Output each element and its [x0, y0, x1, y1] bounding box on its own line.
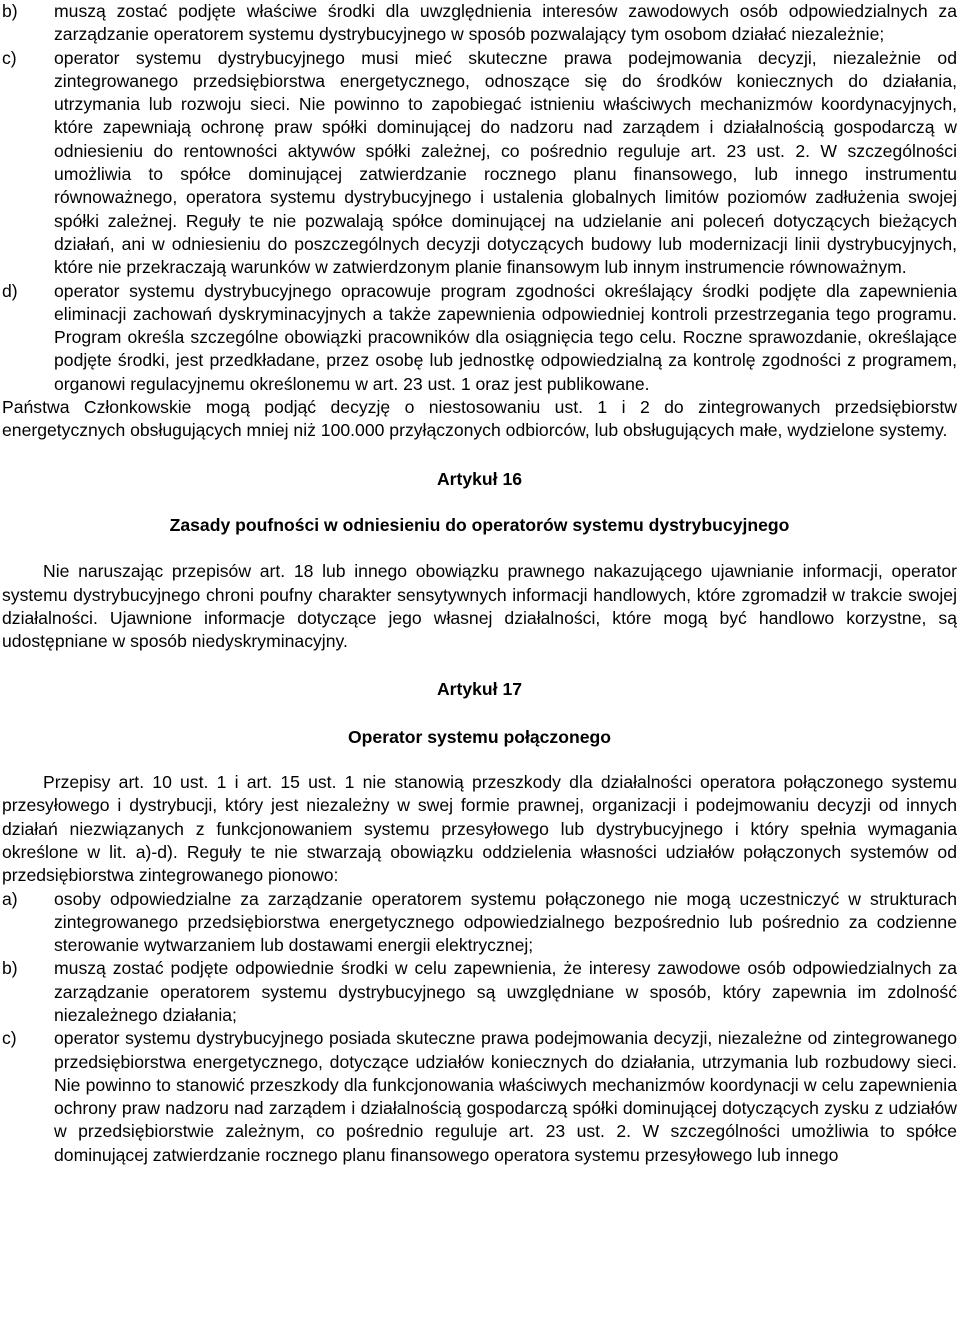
- list-item: [2, 1027, 957, 1167]
- article-17-body: Przepisy art. 10 ust. 1 i art. 15 ust. 1 nie stanowią przeszkody dla działalności operatora połączonego systemu przesyłowego i dystrybucji, który jest niezależny w swej formie prawnej, organizacji i podejmowaniu decyzji od innych działań niezwiązanych z funkcjonowaniem systemu przesyłowego lub dystrybucyjnego i który spełnia wymagania określone w lit. a)-d). Reguły te nie stwarzają obowiązku oddzielenia własności udziałów połączonych systemów od przedsiębiorstwa zintegrowanego pionowo:: [2, 772, 957, 886]
- list-item-text: osoby odpowiedzialne za zarządzanie operatorem systemu połączonego nie mogą uczestniczyć w strukturach zintegrowanego przedsiębiorstwa energetycznego odpowiedzialnego bezpośrednio lub pośrednio za codzienne sterowanie wytwarzaniem lub dostawami energii elektrycznej;: [54, 888, 957, 956]
- member-states-paragraph: Państwa Członkowskie mogą podjąć decyzję o niestosowaniu ust. 1 i 2 do zintegrowanych przedsiębiorstw energetycznych obsługujących mniej niż 100.000 przyłączonych odbiorców, lub obsługujących małe, wydzielone systemy.: [2, 397, 957, 441]
- list-item: [2, 957, 957, 1027]
- list-article-17: [2, 888, 957, 1168]
- list-item-label: b): [2, 1, 18, 21]
- list-item-text: operator systemu dystrybucyjnego musi mieć skuteczne prawa podejmowania decyzji, niezależnie od zintegrowanego przedsiębiorstwa energetycznego, odnoszące się do środków koniecznych do działania, utrzymania lub rozwoju sieci. Nie powinno to zapobiegać istnieniu właściwych mechanizmów koordynacyjnych, które zapewniają ochronę praw spółki dominującej do nadzoru nad zarządem i działalnością gospodarczą w odniesieniu do rentowności aktywów spółki zależnej, co pośrednio reguluje art. 23 ust. 2. W szczególności umożliwia to spółce dominującej zatwierdzanie rocznego planu finansowego, lub innego instrumentu równoważnego, operatora systemu dystrybucyjnego i ustalenia globalnych limitów poziomów zadłużenia swojej spółki zależnej. Reguły te nie pozwalają spółce dominującej na udzielanie ani poleceń dotyczących bieżących działań, ani w odniesieniu do poszczególnych decyzji dotyczących budowy lub modernizacji linii dystrybucyjnych, które nie przekraczają warunków w zatwierdzonym planie finansowym lub innym instrumencie równoważnym.: [54, 47, 957, 278]
- list-item-text: operator systemu dystrybucyjnego opracowuje program zgodności określający środki podjęte dla zapewnienia eliminacji zachowań dyskryminacyjnych a także zapewnienia odpowiedniej kontroli przestrzegania tego programu. Program określa szczególne obowiązki pracowników dla osiągnięcia tego celu. Roczne sprawozdanie, określające podjęte środki, jest przedkładane, przez osobę lub jednostkę odpowiedzialną za kontrolę zgodności z programem, organowi regulacyjnemu określonemu w art. 23 ust. 1 oraz jest publikowane.: [54, 280, 957, 394]
- list-item-label: c): [2, 1028, 17, 1049]
- article-16-title: Zasady poufności w odniesieniu do operatorów systemu dystrybucyjnego: [169, 514, 790, 535]
- list-top: [2, 0, 957, 396]
- list-item-label: b): [2, 958, 18, 979]
- article-17-number: Artykuł 17: [436, 679, 523, 700]
- article-17-title: Operator systemu połączonego: [348, 726, 611, 747]
- list-item-text: muszą zostać podjęte właściwe środki dla uwzględnienia interesów zawodowych osób odpowiedzialnych za zarządzanie operatorem systemu dystrybucyjnego w sposób pozwalający tym osobom działać niezależnie;: [54, 1, 957, 45]
- list-item-label: a): [2, 888, 18, 909]
- list-item-text: muszą zostać podjęte odpowiednie środki w celu zapewnienia, że interesy zawodowe osób odpowiedzialnych za zarządzanie operatorem systemu dystrybucyjnego są uwzględniane w sposób, który zapewnia im zdolność niezależnego działania;: [54, 958, 957, 1025]
- list-item-text: operator systemu dystrybucyjnego posiada skuteczne prawa podejmowania decyzji, niezależne od zintegrowanego przedsiębiorstwa energetycznego, dotyczące udziałów koniecznych do działania, utrzymania lub rozbudowy sieci. Nie powinno to stanowić przeszkody dla funkcjonowania właściwych mechanizmów koordynacji w celu zapewnienia ochrony praw nadzoru nad zarządem i działalnością gospodarczą spółki dominującej dotyczących zysku z udziałów w przedsiębiorstwie zależnym, co pośrednio reguluje art. 23 ust. 2. W szczególności umożliwia to spółce dominującej zatwierdzanie rocznego planu finansowego operatora systemu przesyłowego lub innego: [54, 1028, 957, 1165]
- list-item: [2, 888, 957, 958]
- article-16-number: Artykuł 16: [436, 468, 523, 489]
- list-item-label: c): [2, 47, 17, 68]
- list-item: [2, 0, 957, 47]
- list-item: [2, 280, 957, 396]
- list-item-label: d): [2, 280, 18, 301]
- list-item: [2, 47, 957, 280]
- article-16-body: Nie naruszając przepisów art. 18 lub innego obowiązku prawnego nakazującego ujawnianie informacji, operator systemu dystrybucyjnego chroni poufny charakter sensytywnych informacji handlowych, które zgromadził w trakcie swojej działalności. Ujawnione informacje dotyczące jego własnej działalności, które mogą być handlowo korzystne, są udostępniane w sposób niedyskryminacyjny.: [2, 561, 957, 652]
